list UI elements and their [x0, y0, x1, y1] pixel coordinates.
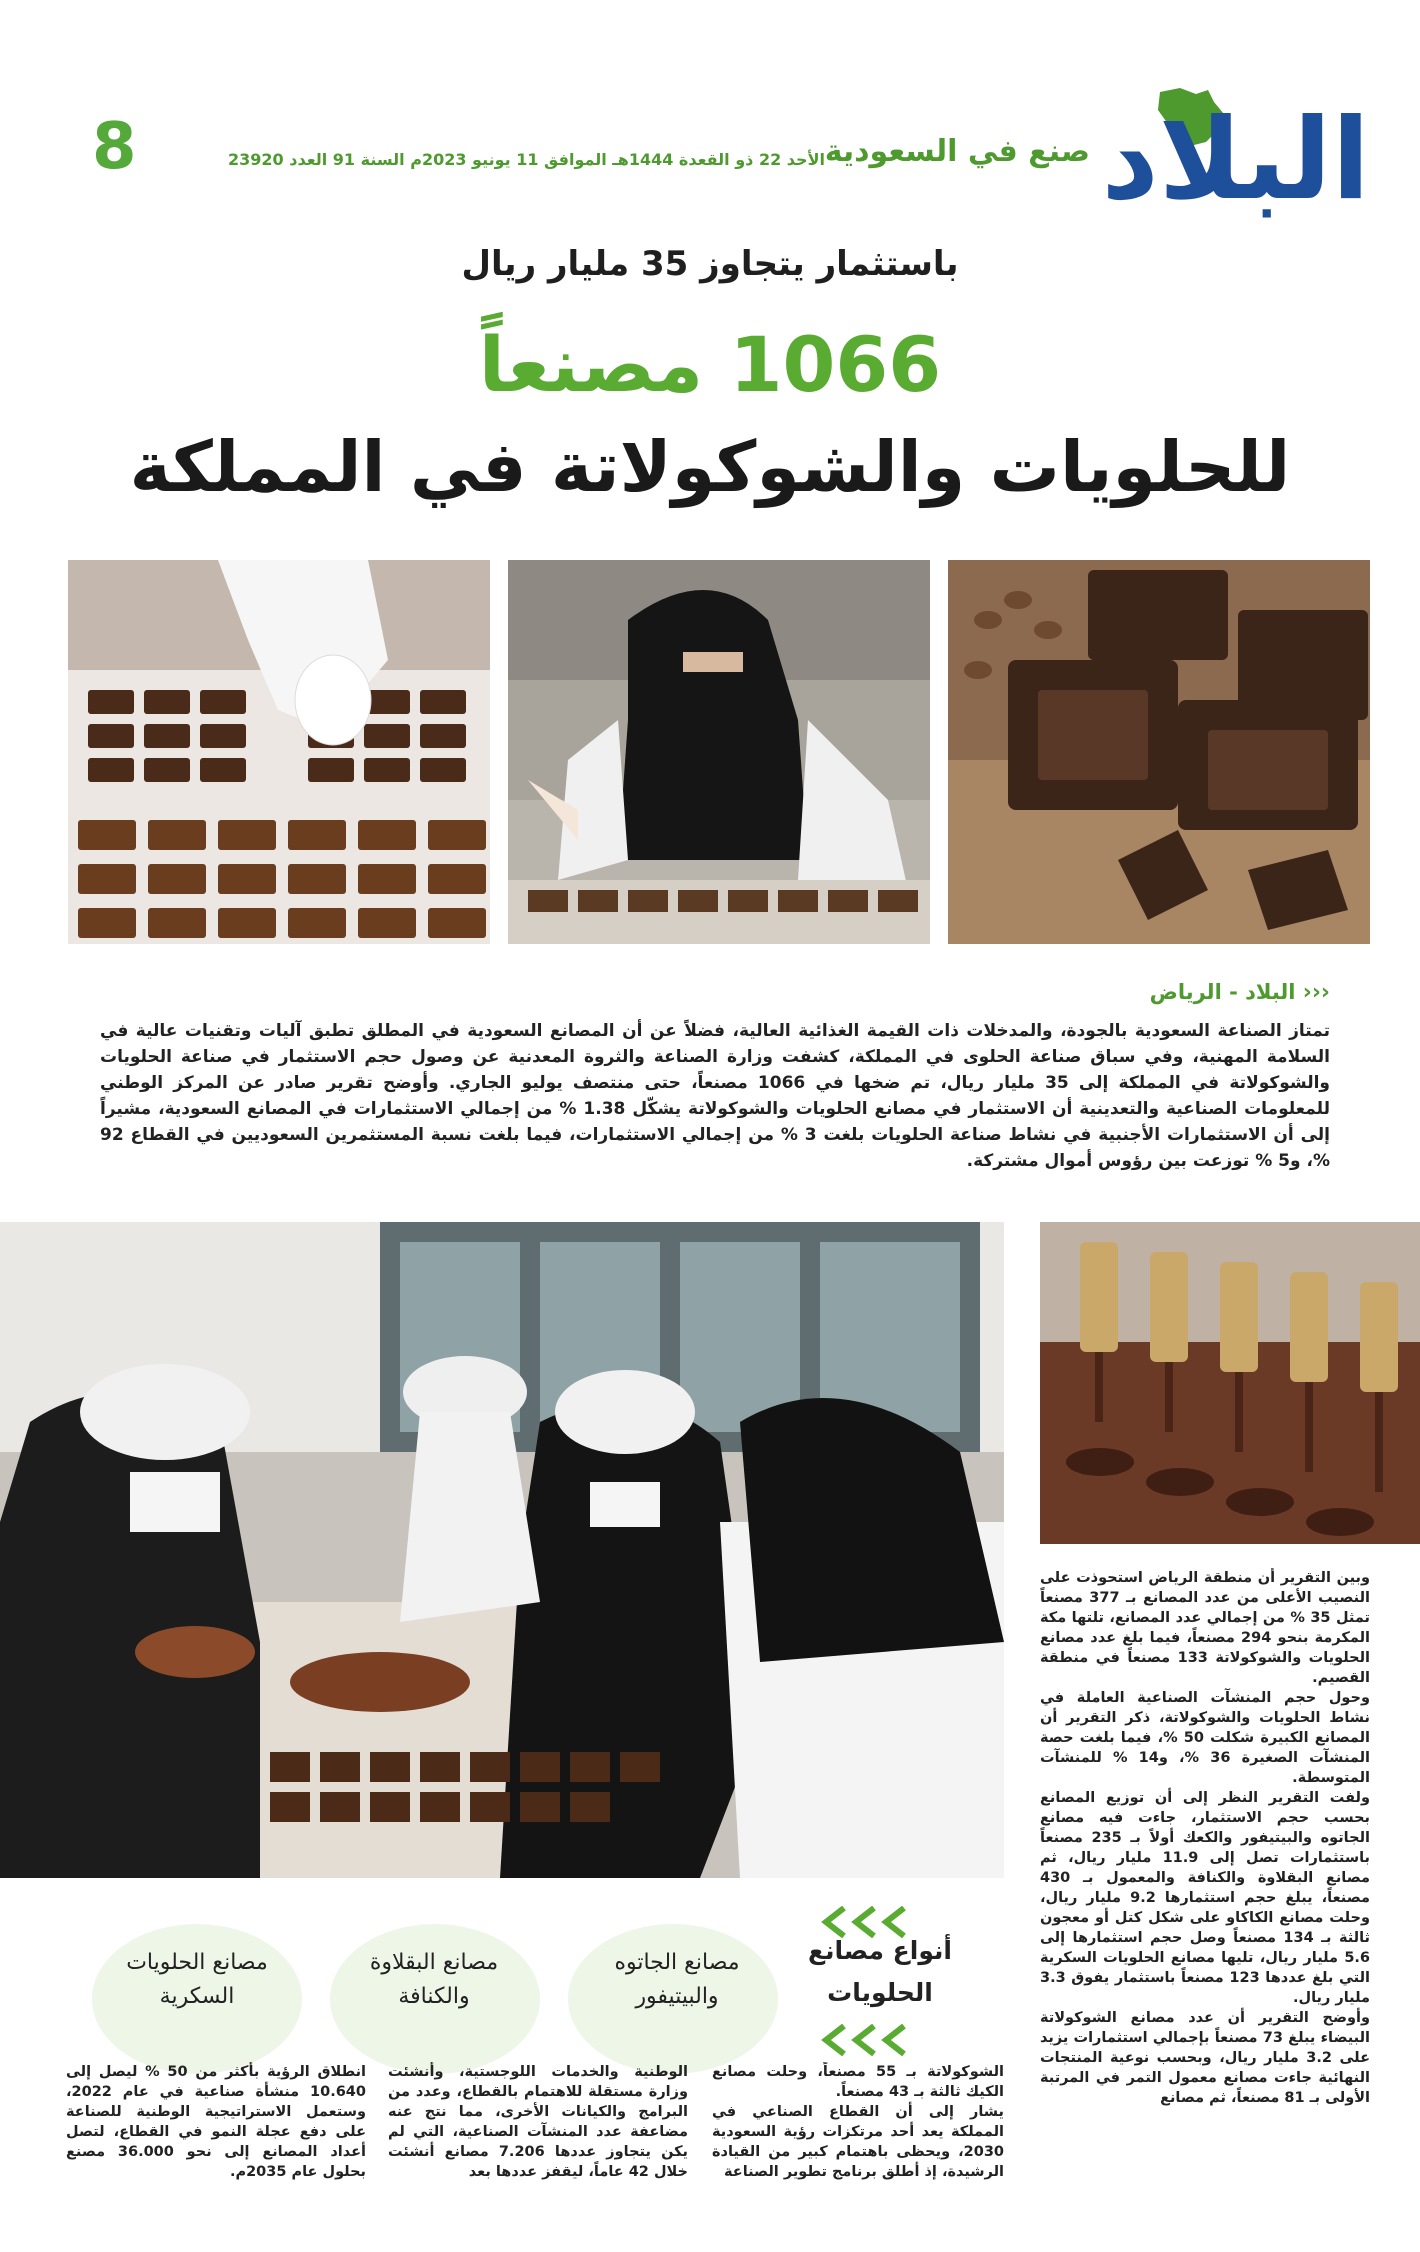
- article-column-right: وبين التقرير أن منطقة الرياض استحوذت على النصيب الأعلى من عدد المصانع بـ 377 مصنعاً تمثل 35 % من إجمالي عدد المصانع، تلتها مكة المكرمة بنحو 294 مصنعاً، فيما بلغ عدد مصانع الحلويات والشوكولاتة 133 مصنعاً في منطقة القصيم. وحول حجم المنشآت الصناعية العاملة في نشاط الحلويات والشوكولاتة، ذكر التقرير أن المصانع الكبيرة شكلت 50 %، فيما بلغت حصة المنشآت الصغيرة 36 %، و14 % للمنشآت المتوسطة. ولفت التقرير النظر إلى أن توزيع المصانع بحسب حجم الاستثمار، جاءت فيه مصانع الجاتوه والبيتيفور والكعك أولاً بـ 235 مصنعاً باستثمارات تصل إلى 11.9 مليار ريال، ثم مصانع البقلاوة والكنافة والمعمول بـ 430 مصنعاً، يبلغ حجم استثمارها 9.2 مليار ريال، وحلت مصانع الكاكاو على شكل كتل أو معجون ثالثة بـ 134 مصنعاً وصل حجم استثمارها إلى 5.6 مليار ريال، تليها مصانع الحلويات السكرية التي بلغ عددها 123 مصنعاً باستثمار يفوق 3.3 مليار ريال. وأوضح التقرير أن عدد مصانع الشوكولاتة البيضاء يبلغ 73 مصنعاً بإجمالي استثمارات يزيد على 3.2 مليار ريال، وبحسب نوعية المنتجات النهائية جاءت مصانع معمول التمر في المرتبة الأولى بـ 81 مصنعاً، ثم مصانع: [1040, 1570, 1370, 2106]
- chevrons-icon: ‹‹‹: [1302, 980, 1330, 1005]
- photo-gloved-hand-chocolates: [68, 560, 490, 944]
- article-intro: تمتاز الصناعة السعودية بالجودة، والمدخلات ذات القيمة الغذائية العالية، فضلاً عن أن المصانع السعودية في المطلق تطبق آليات وتقنيات عالية في السلامة المهنية، وفي سباق صناعة الحلوى في المملكة، كشفت وزارة الصناعة والثروة المعدنية عن وصول حجم الاستثمار في صناعة الحلويات والشوكولاتة في المملكة إلى 35 مليار ريال، تم ضخها في 1066 مصنعاً، حتى منتصف يوليو الجاري. وأوضح تقرير صادر عن المركز الوطني للمعلومات الصناعية والتعدينية أن الاستثمار في مصانع الحلويات والشوكولاتة يشكّل 1.38 % من إجمالي الاستثمارات في المصانع السعودية، مشيراً إلى أن الاستثمارات الأجنبية في نشاط صناعة الحلويات بلغت 3 % من إجمالي الاستثمارات، فيما بلغت نسبة المستثمرين السعوديين في القطاع 92 %، و5 % توزعت بين رؤوس أموال مشتركة.: [100, 1021, 1331, 1171]
- headline-main-green: 1066 مصنعاً: [478, 320, 942, 409]
- photo-woman-piping: [508, 560, 930, 944]
- newspaper-logo: [1101, 82, 1370, 225]
- headline-kicker: باستثمار يتجاوز 35 مليار ريال: [461, 244, 959, 284]
- photo-chocolate-blocks: [948, 560, 1370, 944]
- article-column-2: الشوكولاتة بـ 55 مصنعاً، وحلت مصانع الكيك ثالثة بـ 43 مصنعاً. يشار إلى أن القطاع الصناعي في المملكة يعد أحد مرتكزات رؤية السعودية 2030، ويحظى باهتمام كبير من القيادة الرشيدة، إذ أطلق برنامج تطوير الصناعة: [712, 2064, 1004, 2180]
- byline: [1050, 980, 1330, 1005]
- article-column-4: انطلاق الرؤية بأكثر من 50 % ليصل إلى 10.640 منشأة صناعية في عام 2022، وستعمل الاستراتيجية الوطنية للصناعة على دفع عجلة النمو في القطاع، لتصل أعداد المصانع إلى نحو 36.000 مصنع بحلول عام 2035م.: [66, 2064, 366, 2180]
- section-title: صنع في السعودية: [824, 134, 1090, 169]
- article-column-3: الوطنية والخدمات اللوجستية، وأنشئت وزارة مستقلة للاهتمام بالقطاع، وعدد من البرامج والكيانات الأخرى، مما نتج عنه مضاعفة عدد المنشآت الصناعية، التي لم يكن يتجاوز عددها 7.206 مصانع أنشئت خلال 42 عاماً، ليقفز عددها بعد: [388, 2064, 688, 2180]
- page-number: 8: [92, 110, 137, 184]
- byline-text: البلاد - الرياض: [1149, 980, 1296, 1004]
- chevrons-bottom-icon: [818, 2024, 924, 2056]
- type-label-baklava: مصانع البقلاوة والكنافة: [369, 1950, 499, 2009]
- issue-date-line: الأحد 22 ذو القعدة 1444هـ الموافق 11 يونيو 2023م السنة 91 العدد 23920: [228, 150, 825, 169]
- type-label-sugar: مصانع الحلويات السكرية: [126, 1950, 268, 2009]
- headline-main-black: للحلويات والشوكولاتة في المملكة: [129, 426, 1291, 508]
- photo-factory-workers: [0, 1222, 1004, 1878]
- photo-chocolate-dispensers: [1040, 1222, 1420, 1544]
- types-title: أنواع مصانع الحلويات: [808, 1936, 952, 2007]
- type-label-gateau: مصانع الجاتوه والبيتيفور: [614, 1950, 740, 2009]
- logo-text: البلاد: [1101, 95, 1370, 225]
